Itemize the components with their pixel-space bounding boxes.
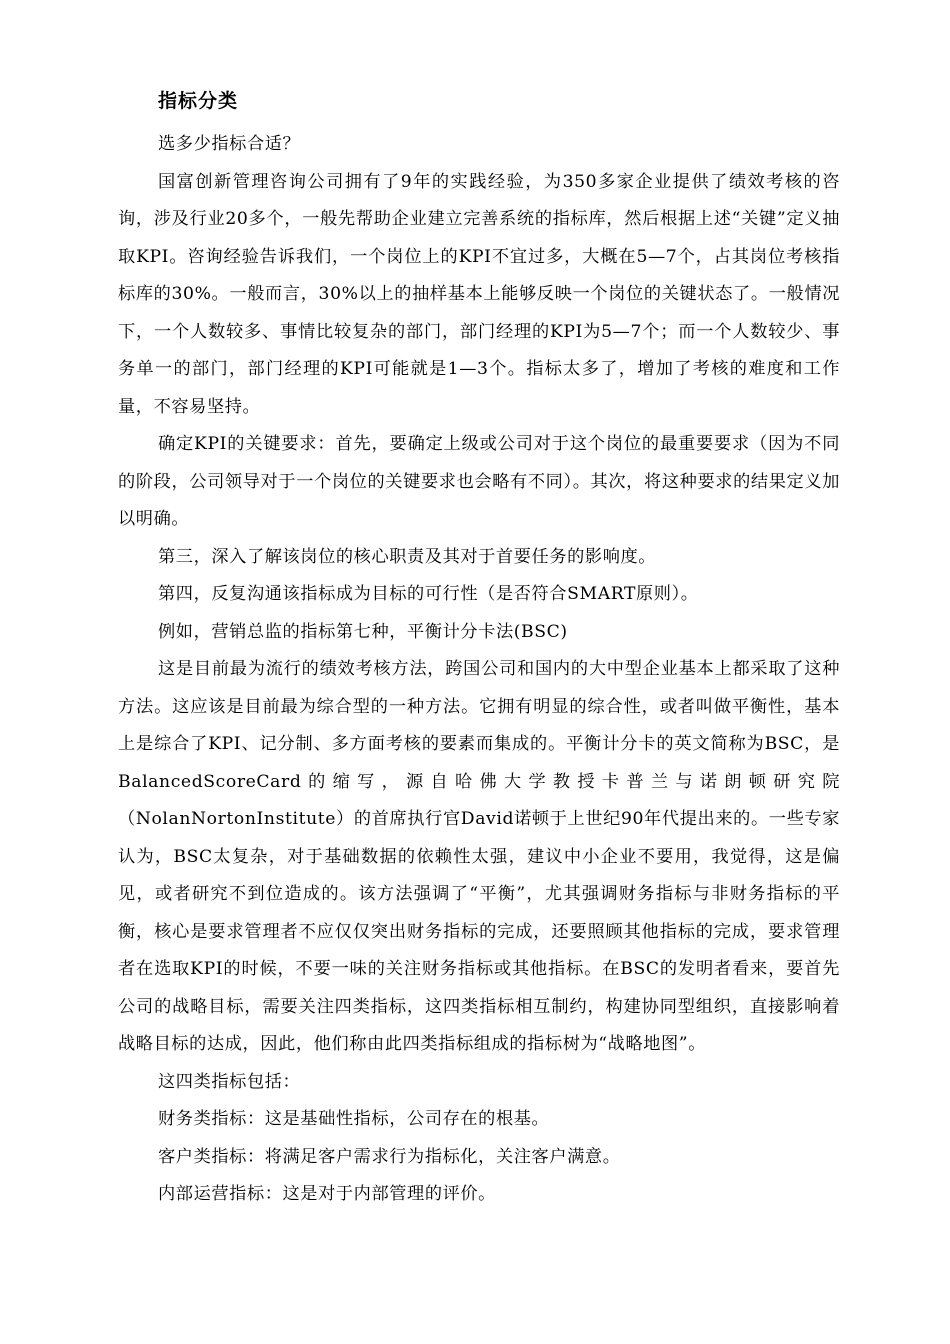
paragraph-customer: 客户类指标：将满足客户需求行为指标化，关注客户满意。: [158, 1146, 621, 1167]
paragraph-bsc-description: 这是目前最为流行的绩效考核方法，跨国公司和国内的大中型企业基本上都采取了这种方法。这应该是目前最为综合型的一种方法。它拥有明显的综合性，或者叫做平衡性，基本上是综合了KPI、记分制、多方面考核的要素而集成的。平衡计分卡的英文简称为BSC，是BalancedScoreCard的缩写，源自哈佛大学教授卡普兰与诺朗顿研究院（NolanNortonInstitute）的首席执行官David诺顿于上世纪90年代提出来的。一些专家认为，BSC太复杂，对于基础数据的依赖性太强，建议中小企业不要用，我觉得，这是偏见，或者研究不到位造成的。该方法强调了“平衡”，尤其强调财务指标与非财务指标的平衡，核心是要求管理者不应仅仅突出财务指标的完成，还要照顾其他指标的完成，要求管理者在选取KPI的时候，不要一味的关注财务指标或其他指标。在BSC的发明者看来，要首先公司的战略目标，需要关注四类指标，这四类指标相互制约，构建协同型组织，直接影响着战略目标的达成，因此，他们称由此四类指标组成的指标树为“战略地图”。: [118, 659, 840, 1054]
paragraph-kpi-count: 国富创新管理咨询公司拥有了9年的实践经验，为350多家企业提供了绩效考核的咨询，涉及行业20多个，一般先帮助企业建立完善系统的指标库，然后根据上述“关键”定义抽取KPI。咨询经验告诉我们，一个岗位上的KPI不宜过多，大概在5—7个，占其岗位考核指标库的30%。一般而言，30%以上的抽样基本上能够反映一个岗位的关键状态了。一般情况下，一个人数较多、事情比较复杂的部门，部门经理的KPI为5—7个；而一个人数较少、事务单一的部门，部门经理的KPI可能就是1—3个。指标太多了，增加了考核的难度和工作量，不容易坚持。: [118, 171, 840, 417]
paragraph-bsc-intro: 例如，营销总监的指标第七种，平衡计分卡法(BSC): [158, 621, 568, 642]
paragraph-fourth: 第四，反复沟通该指标成为目标的可行性（是否符合SMART原则）。: [158, 584, 699, 604]
section-heading: 指标分类: [158, 90, 239, 112]
paragraph-four-categories: 这四类指标包括：: [158, 1071, 301, 1092]
document-page: [118, 86, 840, 1214]
paragraph-kpi-requirements: 确定KPI的关键要求：首先，要确定上级或公司对于这个岗位的最重要要求（因为不同的阶段，公司领导对于一个岗位的关键要求也会略有不同）。其次，将这种要求的结果定义加以明确。: [118, 434, 840, 529]
paragraph-third: 第三，深入了解该岗位的核心职责及其对于首要任务的影响度。: [158, 546, 657, 567]
paragraph-financial: 财务类指标：这是基础性指标，公司存在的根基。: [158, 1109, 550, 1129]
paragraph-internal: 内部运营指标：这是对于内部管理的评价。: [158, 1184, 496, 1204]
paragraph-question: 选多少指标合适？: [158, 134, 301, 154]
